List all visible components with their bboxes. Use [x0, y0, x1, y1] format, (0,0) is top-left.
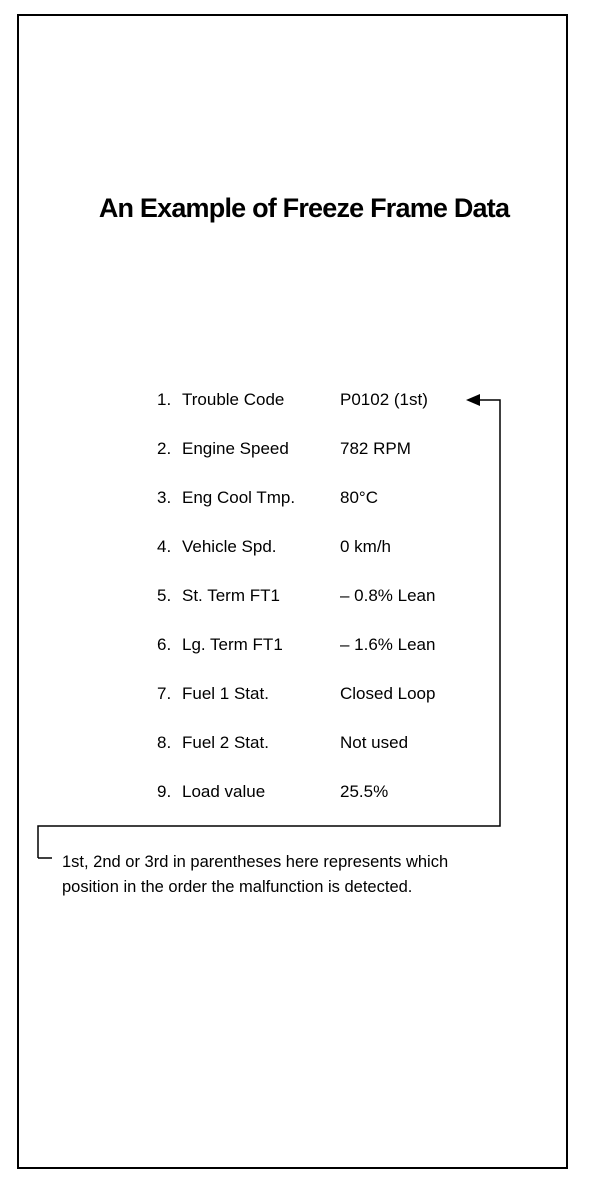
- item-number: 8.: [157, 733, 172, 752]
- page-title: An Example of Freeze Frame Data: [98, 193, 510, 223]
- callout-line: [38, 400, 500, 858]
- item-number: 4.: [157, 537, 172, 556]
- item-value: 80°C: [340, 488, 378, 507]
- item-value: Closed Loop: [340, 684, 436, 703]
- footnote-line-1: 1st, 2nd or 3rd in parentheses here represents which: [62, 853, 449, 871]
- item-label: Lg. Term FT1: [182, 635, 283, 654]
- item-number: 5.: [157, 586, 172, 605]
- item-label: Fuel 2 Stat.: [182, 733, 269, 752]
- item-number: 3.: [157, 488, 172, 507]
- footnote: [62, 850, 562, 900]
- item-value: 25.5%: [340, 782, 389, 801]
- item-label: Eng Cool Tmp.: [182, 488, 296, 507]
- item-number: 2.: [157, 439, 172, 458]
- item-value: 782 RPM: [340, 439, 411, 458]
- item-number: 6.: [157, 635, 172, 654]
- item-label: Fuel 1 Stat.: [182, 684, 269, 703]
- item-value: 0 km/h: [340, 537, 392, 556]
- item-number: 1.: [157, 390, 172, 409]
- item-label: Load value: [182, 782, 266, 801]
- item-value: P0102 (1st): [340, 390, 428, 409]
- item-value: – 0.8% Lean: [340, 586, 436, 605]
- item-number: 7.: [157, 684, 172, 703]
- arrow-head-icon: [466, 394, 480, 406]
- item-label: Engine Speed: [182, 439, 289, 458]
- item-label: Vehicle Spd.: [182, 537, 277, 556]
- item-number: 9.: [157, 782, 172, 801]
- item-value: – 1.6% Lean: [340, 635, 436, 654]
- footnote-line-2: position in the order the malfunction is detected.: [62, 878, 413, 896]
- item-label: St. Term FT1: [182, 586, 280, 605]
- item-label: Trouble Code: [182, 390, 285, 409]
- item-value: Not used: [340, 733, 409, 752]
